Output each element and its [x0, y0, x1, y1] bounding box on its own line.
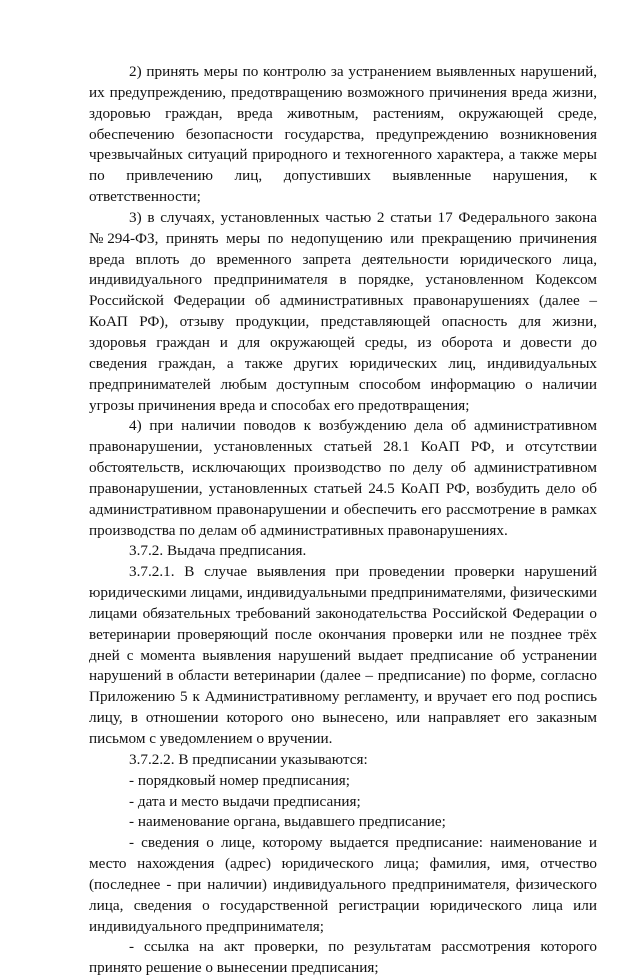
list-item-recipient-info: - сведения о лице, которому выдается предписание: наименование и место нахождения (адрес) юридического лица; фамилия, имя, отчество (последнее - при наличии) индивидуального предпринимателя, физического лица, сведения о государственной регистрации юридического лица или индивидуального предпринимателя; — [89, 834, 597, 935]
paragraph-item-2: 2) принять меры по контролю за устранением выявленных нарушений, их предупреждению, предотвращению возможного причинения вреда жизни, здоровью граждан, вреда животным, растениям, окружающей среде, обеспечению безопасности государства, предупреждению возникновения чрезвычайных ситуаций природного и техногенного характера, а также меры по привлечению лиц, допустивших выявленные нарушения, к ответственности; — [89, 63, 597, 206]
list-item-issuing-body: - наименование органа, выдавшего предписание; — [129, 813, 446, 831]
list-item-date-place: - дата и место выдачи предписания; — [129, 792, 361, 810]
paragraph-item-3: 3) в случаях, установленных частью 2 статьи 17 Федерального закона №294-ФЗ, принять меры по недопущению или прекращению причинения вреда вплоть до временного запрета деятельности юридического лица, индивидуального предпринимателя в порядке, установленном Кодексом Российской Федерации об административных правонарушениях (далее – КоАП РФ), отзыву продукции, представляющей опасность для жизни, здоровья граждан и для окружающей среды, из оборота и довести до сведения граждан, а также других юридических лиц, индивидуальных предпринимателей любым доступным способом информацию о наличии угрозы причинения вреда и способах его предотвращения; — [89, 208, 597, 414]
list-item-inspection-act: - ссылка на акт проверки, по результатам рассмотрения которого принято решение о вынесении предписания; — [89, 938, 597, 977]
document-page — [89, 62, 597, 979]
section-heading-3-7-2: 3.7.2. Выдача предписания. — [129, 542, 307, 560]
list-item-order-number: - порядковый номер предписания; — [129, 771, 350, 789]
paragraph-3-7-2-1: 3.7.2.1. В случае выявления при проведении проверки нарушений юридическими лицами, индивидуальными предпринимателями, физическими лицами обязательных требований законодательства Российской Федерации о ветеринарии проверяющий после окончания проверки или не позднее трёх дней с момента выявления нарушений выдает предписание об устранении нарушений в области ветеринарии (далее – предписание) по форме, согласно Приложению 5 к Административному регламенту, и вручает его под роспись лицу, в отношении которого оно вынесено, или направляет его заказным письмом с уведомлением о вручении. — [89, 563, 597, 747]
paragraph-3-7-2-2: 3.7.2.2. В предписании указываются: — [129, 750, 368, 768]
paragraph-item-4: 4) при наличии поводов к возбуждению дела об административном правонарушении, установленных статьей 28.1 КоАП РФ, и отсутствии обстоятельств, исключающих производство по делу об административном правонарушении, установленных статьей 24.5 КоАП РФ, возбудить дело об административном правонарушении и обеспечить его рассмотрение в рамках производства по делам об административных правонарушениях. — [89, 417, 597, 539]
